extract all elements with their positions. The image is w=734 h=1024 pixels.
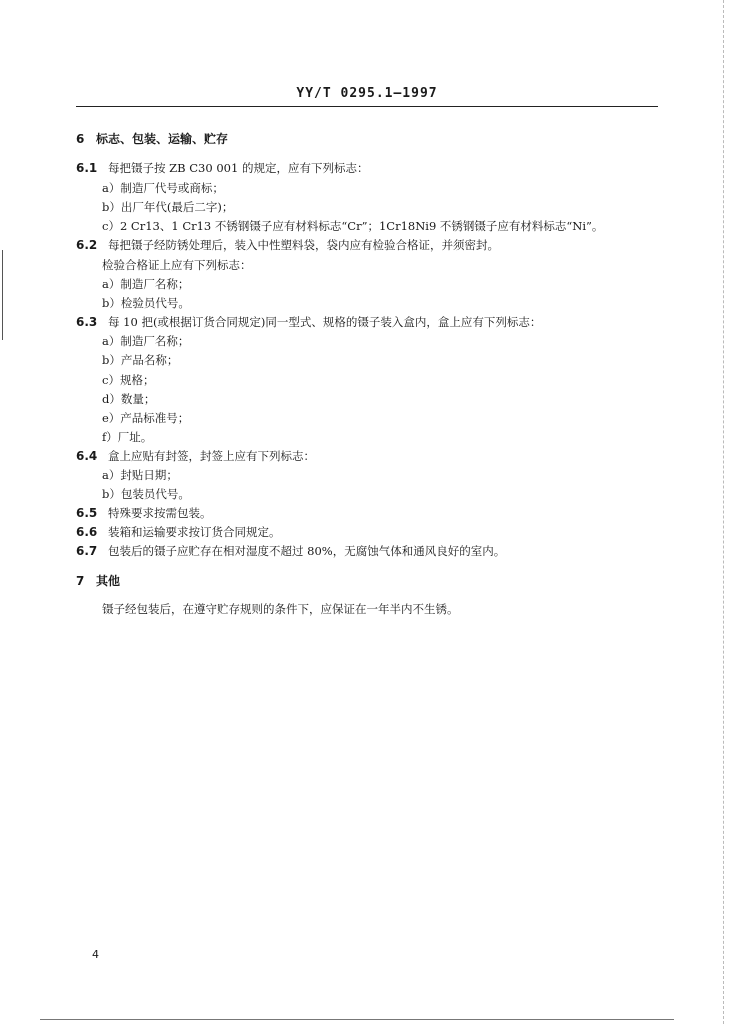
- clause-6-2-text: 每把镊子经防锈处理后，装入中性塑料袋，袋内应有检验合格证，并须密封。: [108, 238, 499, 252]
- clause-6-1-item-b: b）出厂年代(最后二字)；: [102, 200, 234, 214]
- clause-6-3-item-c: c）规格；: [102, 373, 155, 387]
- clause-6-3-number: 6.3: [76, 315, 98, 329]
- clause-6-3-item-b: b）产品名称；: [102, 353, 179, 367]
- section-7-number: 7: [76, 574, 85, 588]
- clause-6-1-number: 6.1: [76, 161, 98, 175]
- clause-6-3-item-d: d）数量；: [102, 392, 156, 406]
- clause-6-1-item-a: a）制造厂代号或商标；: [102, 181, 224, 195]
- standard-code-header: YY/T 0295.1—1997: [296, 86, 438, 101]
- clause-6-1-item-c: c）2 Cr13、1 Cr13 不锈钢镊子应有材料标志“Cr”；1Cr18Ni9 不锈钢镊子应有材料标志“Ni”。: [102, 219, 604, 233]
- clause-6-5-text: 特殊要求按需包装。: [108, 506, 212, 520]
- clause-6-1-text: 每把镊子按 ZB C30 001 的规定，应有下列标志：: [108, 161, 369, 175]
- clause-6-4-number: 6.4: [76, 449, 98, 463]
- clause-6-4-item-a: a）封贴日期；: [102, 468, 178, 482]
- clause-6-7-number: 6.7: [76, 544, 98, 558]
- section-7-title: 其他: [96, 574, 121, 588]
- page-number: 4: [92, 948, 99, 961]
- clause-6-4-text: 盒上应贴有封签，封签上应有下列标志：: [108, 449, 315, 463]
- clause-6-2-item-b: b）检验员代号。: [102, 296, 190, 310]
- clause-6-3-item-f: f）厂址。: [102, 430, 153, 444]
- clause-6-4-item-b: b）包装员代号。: [102, 487, 190, 501]
- clause-6-6-number: 6.6: [76, 525, 98, 539]
- clause-6-2-item-a: a）制造厂名称；: [102, 277, 190, 291]
- clause-6-3-item-a: a）制造厂名称；: [102, 334, 190, 348]
- section-6-number: 6: [76, 132, 85, 146]
- clause-6-3-item-e: e）产品标准号；: [102, 411, 190, 425]
- scan-edge-left: [2, 250, 3, 340]
- clause-6-2-text-2: 检验合格证上应有下列标志：: [102, 258, 252, 272]
- clause-6-7-text: 包装后的镊子应贮存在相对湿度不超过 80%，无腐蚀气体和通风良好的室内。: [108, 544, 506, 558]
- scan-edge-bottom: [40, 1019, 674, 1020]
- section-6-title: 标志、包装、运输、贮存: [96, 132, 229, 146]
- scan-edge-right: [723, 0, 724, 1024]
- clause-6-2-number: 6.2: [76, 238, 98, 252]
- clause-6-3-text: 每 10 把(或根据订货合同规定)同一型式、规格的镊子装入盒内，盒上应有下列标志：: [108, 315, 542, 329]
- header-rule: [76, 106, 658, 107]
- section-7-text: 镊子经包装后，在遵守贮存规则的条件下，应保证在一年半内不生锈。: [102, 602, 459, 616]
- clause-6-6-text: 装箱和运输要求按订货合同规定。: [108, 525, 281, 539]
- clause-6-5-number: 6.5: [76, 506, 98, 520]
